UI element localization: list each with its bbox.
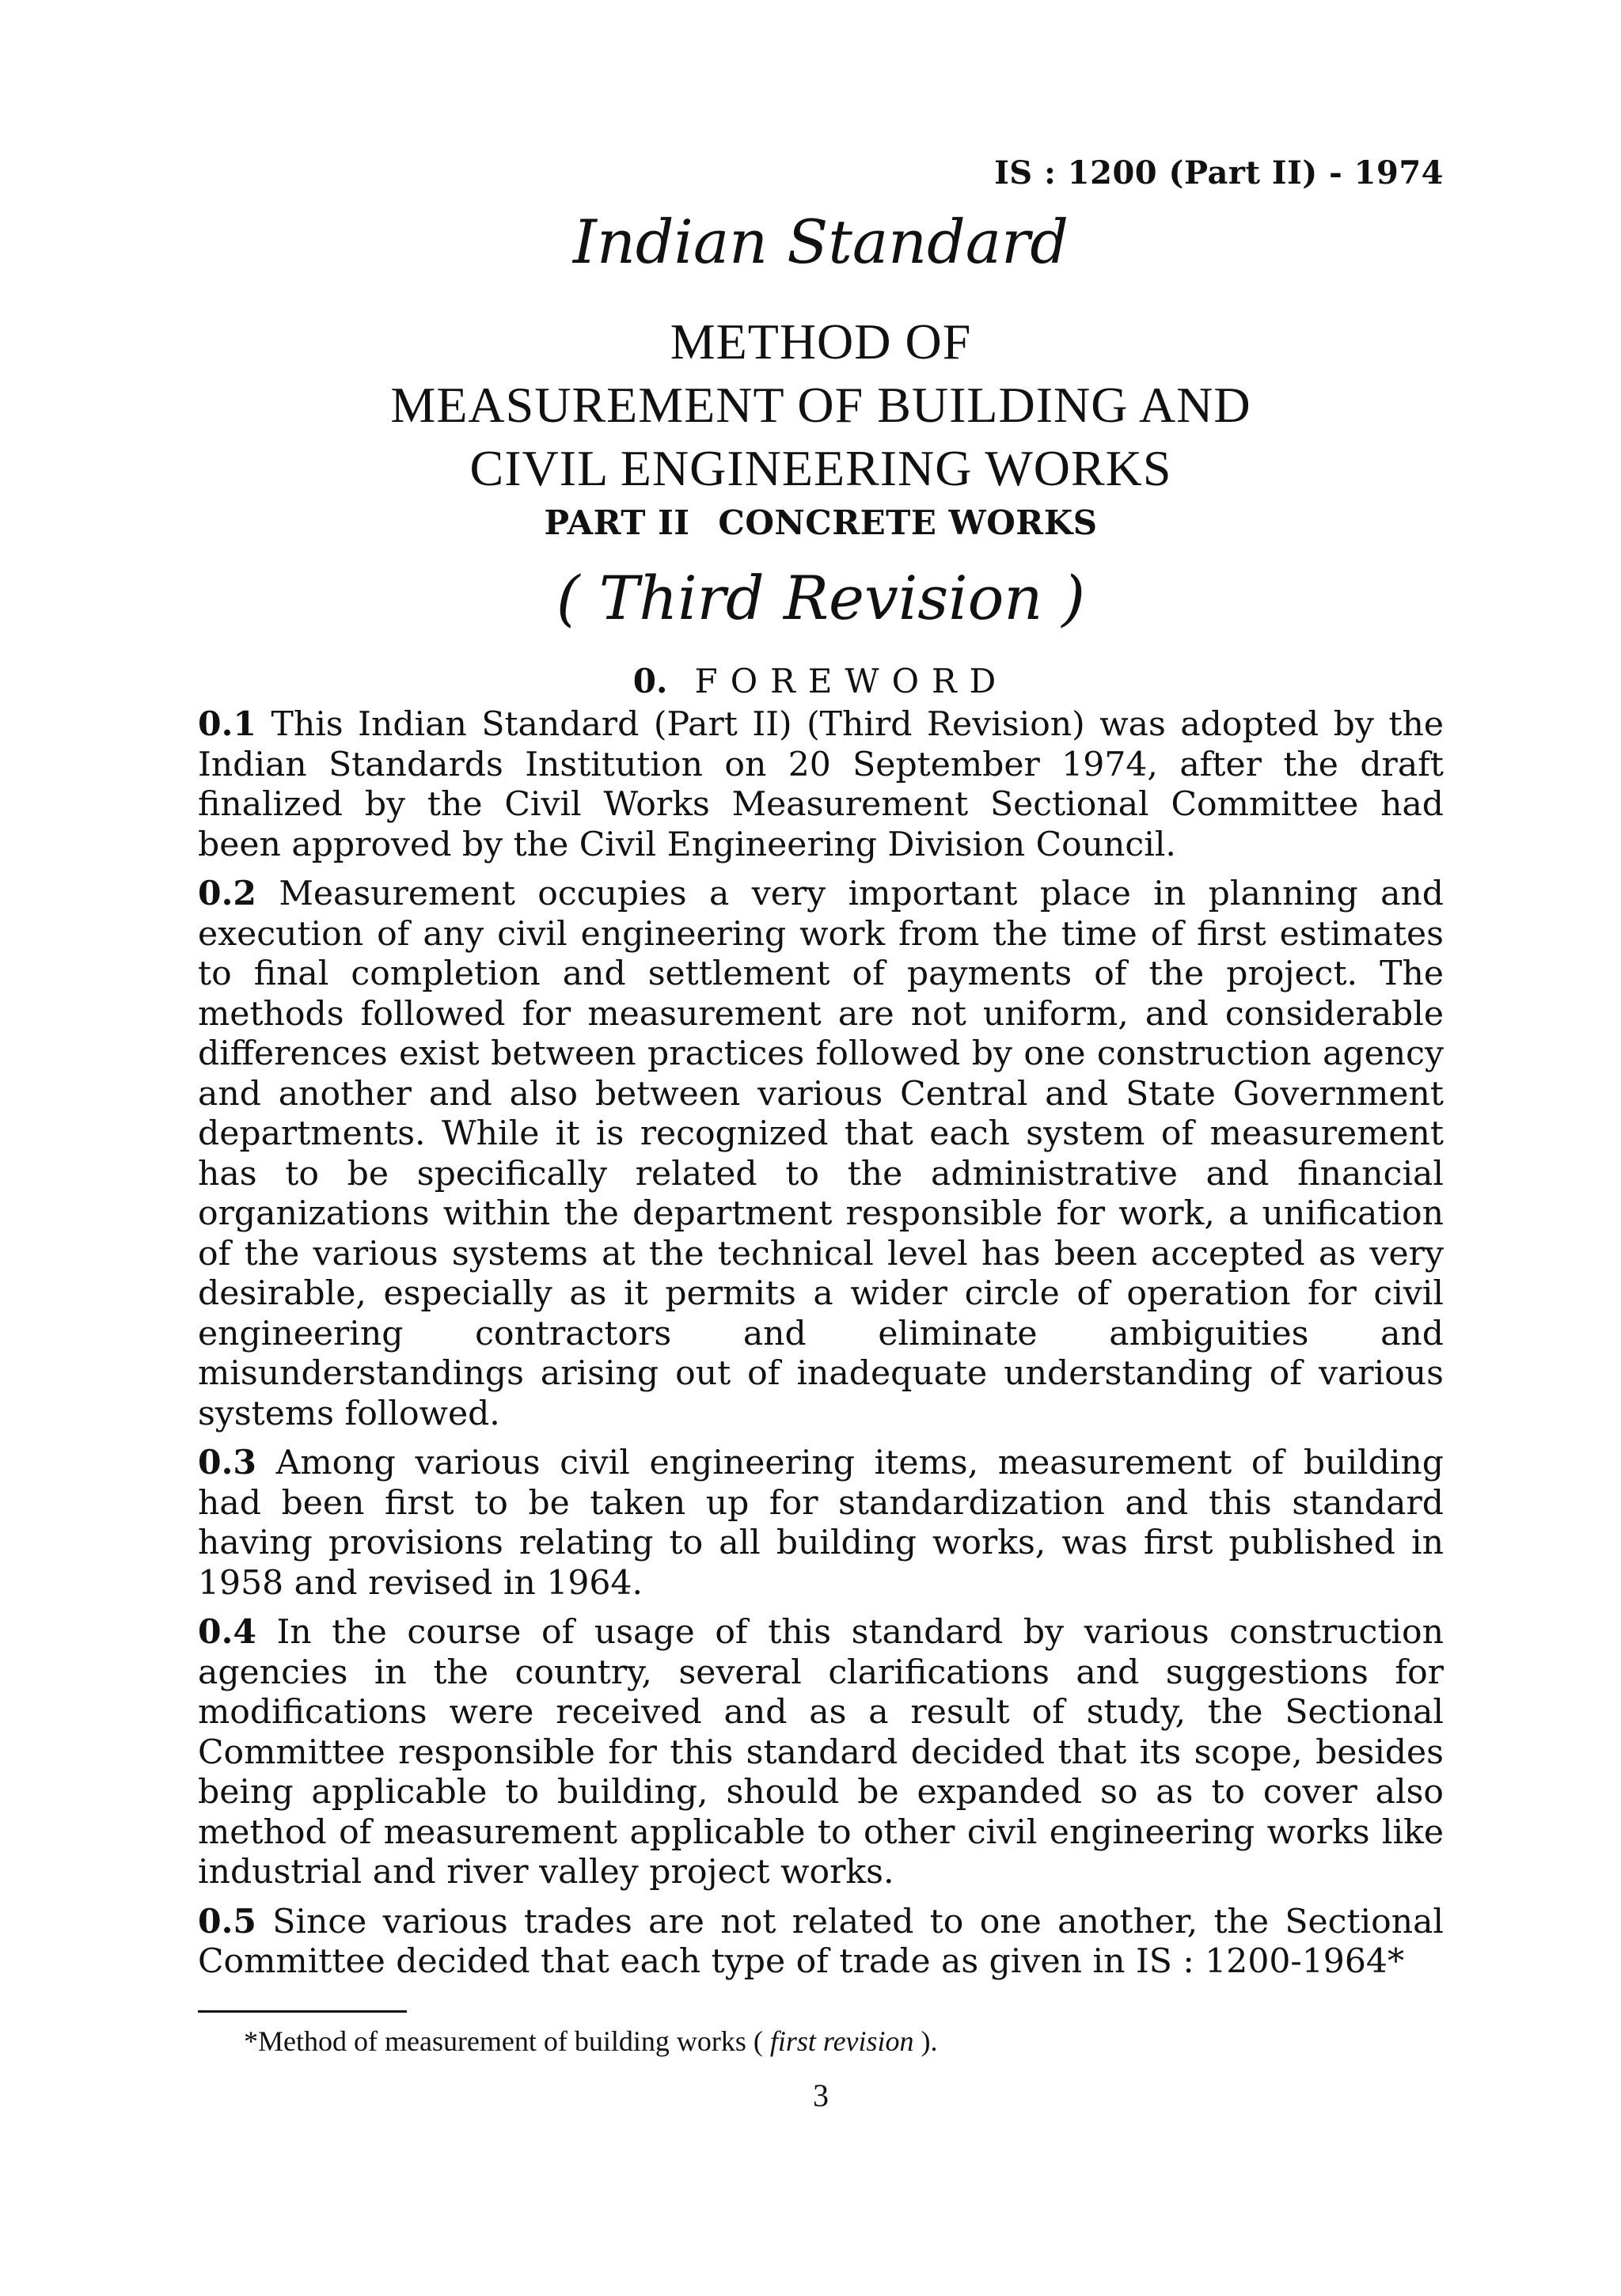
document-page <box>198 0 1444 2296</box>
footnote-italic: first revision <box>769 2025 914 2057</box>
clause <box>198 1443 1444 1603</box>
title-line: CIVIL ENGINEERING WORKS <box>469 440 1172 496</box>
clause-text: Since various trades are not related to one another, the Sectional Committee decided that each type of trade as given in IS : 1200-1964* <box>198 1902 1444 1981</box>
clause-text: In the course of usage of this standard by various construction agencies in the country, several clarifications and suggestions for modifications were received and as a result of study, the Sectional Committee responsible for this standard decided that its scope, besides being applicable to building, should be expanded so as to cover also method of measurement applicable to other civil engineering works like industrial and river valley project works. <box>198 1613 1444 1892</box>
part-label: PART II <box>544 503 690 542</box>
revision-label: ( Third Revision ) <box>556 563 1086 633</box>
foreword-body <box>198 704 1444 1991</box>
clause-number: 0.3 <box>198 1443 256 1482</box>
clause-text: Measurement occupies a very important place in planning and execution of any civil engineering work from the time of first estimates to final completion and settlement of payments of the project. The methods followed for measurement are not uniform, and considerable differences exist between practices followed by one construction agency and another and also between various Central and State Government departments. While it is recognized that each system of measurement has to be specifically related to the administrative and financial organizations within the department responsible for work, a unification of the various systems at the technical level has been accepted as very desirable, especially as it permits a wider circle of operation for civil engineering contractors and eliminate ambiguities and misunderstandings arising out of inadequate understanding of various systems followed. <box>198 875 1444 1433</box>
title-line: MEASUREMENT OF BUILDING AND <box>390 377 1251 433</box>
page-number: 3 <box>813 2078 829 2113</box>
clause <box>198 874 1444 1434</box>
clause-text: Among various civil engineering items, measurement of building had been first to be taken up for standardization and this standard having provisions relating to all building works, was first published in 1958 and revised in 1964. <box>198 1444 1444 1603</box>
footnote-end: ). <box>921 2025 938 2057</box>
part-name: CONCRETE WORKS <box>718 503 1098 542</box>
clause-number: 0.4 <box>198 1612 256 1652</box>
foreword-title: FOREWORD <box>694 662 1009 700</box>
clause-number: 0.5 <box>198 1901 256 1941</box>
footnote-divider <box>198 2010 407 2013</box>
clause <box>198 1902 1444 1983</box>
foreword-number: 0. <box>632 662 668 700</box>
foreword-heading <box>198 662 1444 700</box>
footnote-text: *Method of measurement of building works ( <box>244 2025 763 2057</box>
document-title <box>198 310 1444 500</box>
standard-type: Indian Standard <box>572 207 1069 277</box>
clause-text: This Indian Standard (Part II) (Third Revision) was adopted by the Indian Standards Institution on 20 September 1974, after the draft finalized by the Civil Works Measurement Sectional Committee had been approved by the Civil Engineering Division Council. <box>198 705 1444 864</box>
clause <box>198 1612 1444 1893</box>
part-heading <box>198 503 1444 542</box>
footnote <box>244 2025 938 2059</box>
standard-number: IS : 1200 (Part II) - 1974 <box>994 154 1444 192</box>
clause-number: 0.2 <box>198 874 256 913</box>
clause-number: 0.1 <box>198 704 256 744</box>
clause <box>198 704 1444 865</box>
title-line: METHOD OF <box>670 313 972 370</box>
